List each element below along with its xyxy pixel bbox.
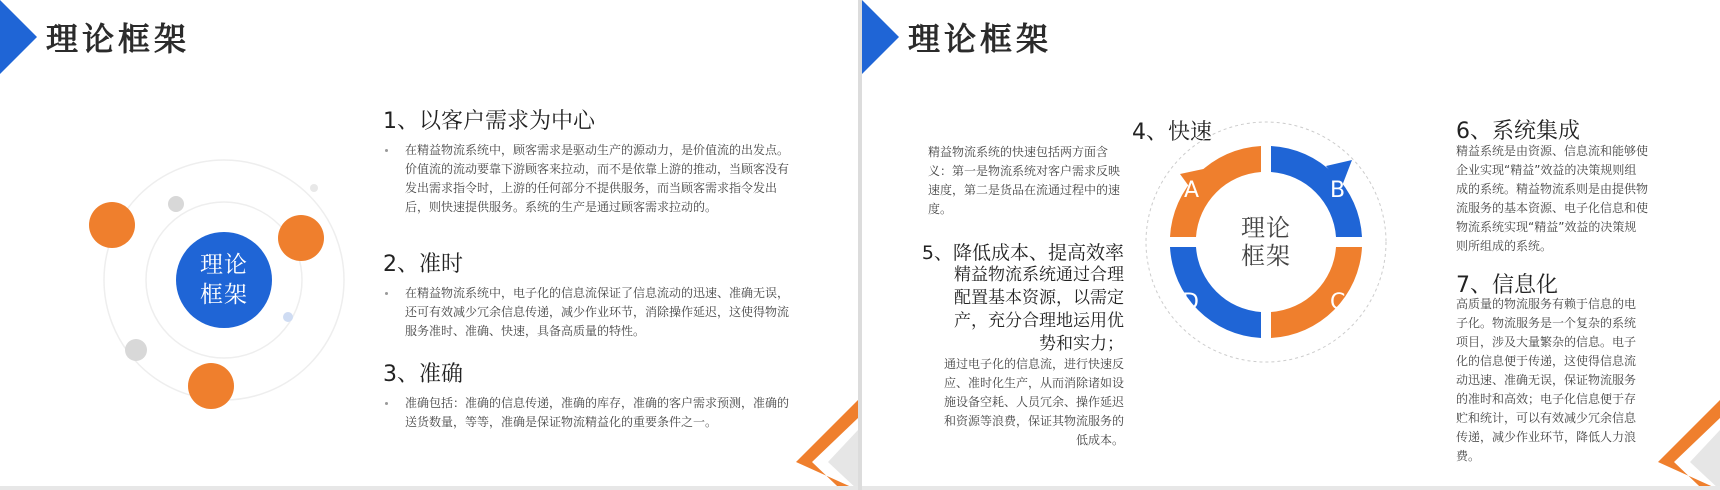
point-3-title: 3、准确 <box>383 362 463 387</box>
point-1-body: 在精益物流系统中，顾客需求是驱动生产的源动力，是价值流的出发点。价值流的流动要靠下游顾客来拉动，而不是依靠上游的推动，当顾客没有发出需求指令时，上游的任何部分不提供服务，而当顾客需求指令发出后，则快速提供服务。系统的生产是通过顾客需求拉动的。 <box>383 141 793 217</box>
gray-dot-bottom <box>125 339 147 361</box>
item-6-body: 精益系统是由资源、信息流和能够使企业实现“精益”效益的决策规则组成的系统。精益物流系则是由提供物流服务的基本资源、电子化信息和使物流系统实现“精益”效益的决策规则所组成的系统。 <box>1456 144 1649 253</box>
cycle-center-label <box>1236 214 1296 270</box>
bottom-strip <box>862 486 1720 490</box>
point-3 <box>383 357 793 432</box>
slide-right <box>862 0 1720 490</box>
item-7-title: 7、信息化 <box>1456 273 1558 298</box>
item-5-subtitle: 精益物流系统通过合理配置基本资源，以需定产，充分合理地运用优势和实力； <box>954 265 1124 354</box>
blue-dot-small <box>283 312 293 322</box>
label-d: D <box>1182 290 1199 315</box>
orange-dot-bottom <box>188 363 234 409</box>
cycle-center-line-2: 框架 <box>1241 242 1291 270</box>
point-2 <box>383 247 793 341</box>
item-5-body: 通过电子化的信息流，进行快速反应、准时化生产，从而消除诸如设施设备空耗、人员冗余、操作延迟和资源等浪费，保证其物流服务的低成本。 <box>943 357 1124 447</box>
slide-title: 理论框架 <box>46 20 191 58</box>
cycle-center-line-1: 理论 <box>1241 214 1291 242</box>
corner-arrow-decoration <box>1640 400 1720 490</box>
center-line-2: 框架 <box>200 282 248 308</box>
gray-dot-small <box>310 184 318 192</box>
item-4-body: 精益物流系统的快速包括两方面含义：第一是物流系统对客户需求反映速度，第二是货品在流通过程中的速度。 <box>928 145 1121 216</box>
label-b: B <box>1330 178 1346 203</box>
bottom-strip <box>0 486 858 490</box>
corner-triangle-decoration <box>862 0 899 74</box>
point-2-body: 在精益物流系统中，电子化的信息流保证了信息流动的迅速、准确无误，还可有效减少冗余信息传递，减少作业环节，消除操作延迟，这使得物流服务准时、准确、快速，具备高质量的特性。 <box>383 284 793 341</box>
orange-dot-left <box>89 202 135 248</box>
corner-triangle-decoration <box>0 0 37 74</box>
label-a: A <box>1184 178 1200 203</box>
slide-title: 理论框架 <box>908 20 1053 58</box>
point-1-title: 1、以客户需求为中心 <box>383 109 595 134</box>
point-3-body: 准确包括：准确的信息传递，准确的库存，准确的客户需求预测，准确的送货数量，等等，准确是保证物流精益化的重要条件之一。 <box>383 394 793 432</box>
abcd-cycle-diagram <box>1144 120 1388 364</box>
slide-left <box>0 0 858 490</box>
center-circle <box>176 232 272 328</box>
item-5-title: 5、降低成本、提高效率 <box>921 242 1124 264</box>
orbit-diagram <box>70 130 370 440</box>
gray-dot-top <box>168 196 184 212</box>
label-c: C <box>1330 290 1346 315</box>
center-line-1: 理论 <box>200 252 248 278</box>
orange-dot-right <box>278 215 324 261</box>
point-1 <box>383 104 793 217</box>
item-6-title: 6、系统集成 <box>1456 119 1580 144</box>
corner-arrow-decoration <box>778 400 858 490</box>
item-4-title: 4、快速 <box>1132 120 1212 145</box>
point-2-title: 2、准时 <box>383 252 463 277</box>
item-7-body: 高质量的物流服务有赖于信息的电子化。物流服务是一个复杂的系统项目，涉及大量繁杂的信息。电子化的信息便于传递，这使得信息流动迅速、准确无误，保证物流服务的准时和高效；电子化信息便于存贮和统计，可以有效减少冗余信息传递，减少作业环节，降低人力浪费。 <box>1456 297 1637 463</box>
